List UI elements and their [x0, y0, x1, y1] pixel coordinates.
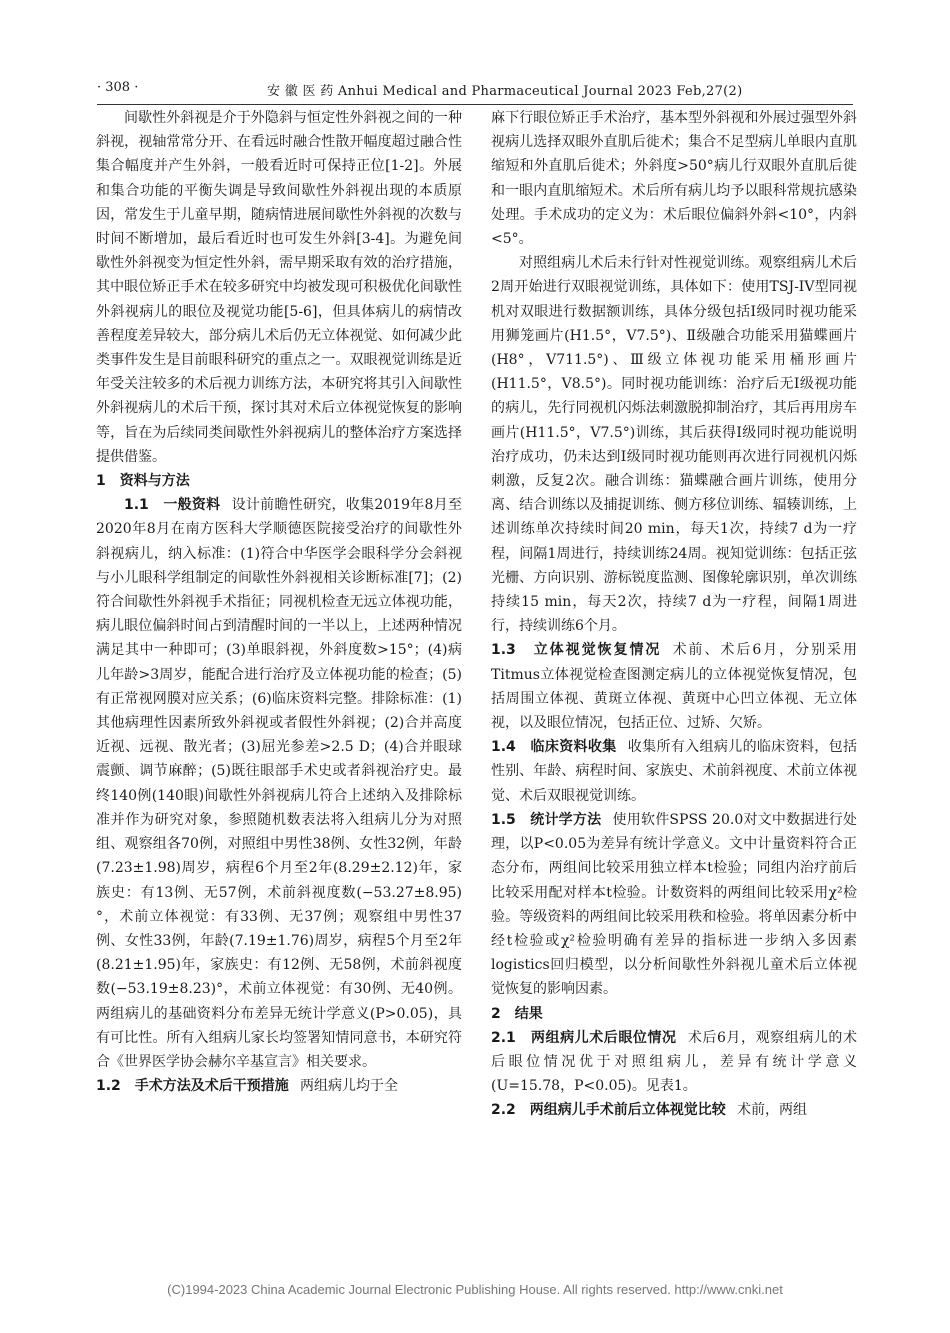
section-1-1-heading: 1.1 一般资料 — [124, 497, 221, 514]
section-1-2-heading: 1.2 手术方法及术后干预措施 — [96, 1078, 289, 1095]
section-1-4-text: 收集所有入组病儿的临床资料，包括性别、年龄、病程时间、家族史、术前斜视度、术前立体视觉、术后双眼视觉训练。 — [491, 739, 857, 804]
section-1-4-heading: 1.4 临床资料收集 — [491, 739, 617, 756]
section-2-1-heading: 2.1 两组病儿术后眼位情况 — [491, 1029, 677, 1046]
copyright-footer: (C)1994-2023 China Academic Journal Electronic Publishing House. All rights reserved. http://www.cnki.net — [167, 1282, 783, 1297]
section-2-2-text: 术前，两组 — [737, 1102, 807, 1119]
section-1-4-paragraph — [491, 735, 857, 808]
section-1-2-paragraph — [96, 1074, 462, 1098]
intro-paragraph: 间歇性外斜视是介于外隐斜与恒定性外斜视之间的一种斜视，视轴常常分开、在看远时融合性散开幅度超过融合性集合幅度并产生外斜，一般看近时可保持正位[1-2]。外展和集合功能的平衡失调是导致间歇性外斜视出现的本质原因，常发生于儿童早期，随病情进展间歇性外斜视的次数与时间不断增加，最后看近时也可发生外斜[3-4]。为避免间歇性外斜视变为恒定性外斜，需早期采取有效的治疗措施，其中眼位矫正手术在较多研究中均被发现可积极优化间歇性外斜视病儿的眼位及视觉功能[5-6]，但具体病儿的病情改善程度差异较大，部分病儿术后仍无立体视觉、如何减少此类事件发生是目前眼科研究的重点之一。双眼视觉训练是近年受关注较多的术后视力训练方法，本研究将其引入间歇性外斜视病儿的术后干预，探讨其对术后立体视觉恢复的影响等，旨在为后续同类间歇性外斜视病儿的整体治疗方案选择提供借鉴。 — [96, 110, 462, 465]
section-1-5-heading: 1.5 统计学方法 — [491, 811, 602, 828]
section-1-2-continuation: 麻下行眼位矫正手术治疗，基本型外斜视和外展过强型外斜视病儿选择双眼外直肌后徙术；集合不足型病儿单眼内直肌缩短和外直肌后徙术；外斜度>50°病儿行双眼外直肌后徙和一眼内直肌缩短术。术后所有病儿均予以眼科常规抗感染处理。手术成功的定义为：术后眼位偏斜外斜<10°，内斜<5°。 — [491, 110, 857, 248]
section-2-heading: 2 结果 — [491, 1005, 543, 1022]
section-1-1-text: 设计前瞻性研究，收集2019年8月至2020年8月在南方医科大学顺德医院接受治疗的间歇性外斜视病儿，纳入标准：(1)符合中华医学会眼科学分会斜视与小儿眼科学组制定的间歇性外斜视相关诊断标准[7]；(2)符合间歇性外斜视手术指征；同视机检查无远立体视功能，病儿眼位偏斜时间占到清醒时间的一半以上，上述两种情况满足其中一种即可；(3)单眼斜视，外斜度数>15°；(4)病儿年龄>3周岁，能配合进行治疗及立体视功能的检查；(5)有正常视网膜对应关系；(6)临床资料完整。排除标准：(1)其他病理性因素所致外斜视或者假性外斜视；(2)合并高度近视、远视、散光者；(3)屈光参差>2.5 D；(4)合并眼球震颤、调节麻醉；(5)既往眼部手术史或者斜视治疗史。最终140例(140眼)间歇性外斜视病儿符合上述纳入及排除标准并作为研究对象，参照随机数表法将入组病儿分为对照组、观察组各70例，对照组中男性38例、女性32例，年龄(7.23±1.98)周岁，病程6个月至2年(8.29±2.12)年，家族史：有13例、无57例，术前斜视度数(−53.27±8.95)°，术前立体视觉：有33例、无37例；观察组中男性37例、女性33例，年龄(7.19±1.76)周岁，病程5个月至2年(8.21±1.95)年，家族史：有12例、无58例，术前斜视度数(−53.19±8.23)°，术前立体视觉：有30例、无40例。两组病儿的基础资料分布差异无统计学意义(P>0.05)，具有可比性。所有入组病儿家长均签署知情同意书，本研究符合《世界医学协会赫尔辛基宣言》相关要求。 — [96, 497, 462, 1070]
section-1-5-text: 使用软件SPSS 20.0对文中数据进行处理，以P<0.05为差异有统计学意义。文中计量资料符合正态分布，两组间比较采用独立样本t检验；同组内治疗前后比较采用配对样本t检验。计数资料的两组间比较采用χ²检验。等级资料的两组间比较采用秩和检验。将单因素分析中经t检验或χ²检验明确有差异的指标进一步纳入多因素logistics回归模型，以分析间歇性外斜视儿童术后立体视觉恢复的影响因素。 — [491, 811, 857, 998]
section-2-1-paragraph — [491, 1026, 857, 1099]
running-header — [97, 78, 853, 105]
section-1-3-paragraph — [491, 638, 857, 735]
section-2-1-text: 术后6月，观察组病儿的术后眼位情况优于对照组病儿，差异有统计学意义(U=15.78，P<0.05)。见表1。 — [491, 1029, 857, 1095]
section-1-heading: 1 资料与方法 — [96, 473, 190, 490]
training-paragraph: 对照组病儿术后未行针对性视觉训练。观察组病儿术后2周开始进行双眼视觉训练，具体如下：使用TSJ-IV型同视机对双眼进行数据额训练，具体分级包括Ⅰ级同时视功能采用狮笼画片(H1.5°，V7.5°)、Ⅱ级融合功能采用猫蝶画片(H8°，V711.5°)、Ⅲ级立体视功能采用桶形画片(H11.5°，V8.5°)。同时视功能训练：治疗后无Ⅰ级视功能的病儿，先行同视机闪烁法刺激脱抑制治疗，其后再用房车画片(H11.5°，V7.5°)训练，其后获得Ⅰ级同时视功能说明治疗成功，仍未达到Ⅰ级同时视功能则再次进行同视机闪烁刺激，反复2次。融合训练：猫蝶融合画片训练，使用分离、结合训练以及捕捉训练、侧方移位训练、辐辏训练，上述训练单次持续时间20 min，每天1次，持续7 d为一疗程，间隔1周进行，持续训练24周。视知觉训练：包括正弦光栅、方向识别、游标锐度监测、图像轮廓识别，单次训练持续15 min，每天2次，持续7 d为一疗程，间隔1周进行，持续训练6个月。 — [491, 255, 857, 635]
section-1-3-text: 术前、术后6月，分别采用Titmus立体视觉检查图测定病儿的立体视觉恢复情况，包括周围立体视、黄斑立体视、黄斑中心凹立体视、无立体视，以及眼位情况，包括正位、过矫、欠矫。 — [491, 642, 857, 732]
journal-title: 安 徽 医 药 Anhui Medical and Pharmaceutical Journal 2023 Feb,27(2) — [267, 84, 743, 99]
section-1-3-heading: 1.3 立体视觉恢复情况 — [491, 642, 662, 659]
left-column — [96, 106, 462, 1098]
page-number: · 308 · — [97, 80, 139, 95]
right-column — [491, 106, 857, 1123]
section-2-2-heading: 2.2 两组病儿手术前后立体视觉比较 — [491, 1102, 726, 1119]
section-1-2-text: 两组病儿均于全 — [300, 1078, 398, 1095]
section-2-2-paragraph — [491, 1098, 857, 1122]
section-1-5-paragraph — [491, 808, 857, 1002]
section-1-1-paragraph — [96, 493, 462, 1074]
